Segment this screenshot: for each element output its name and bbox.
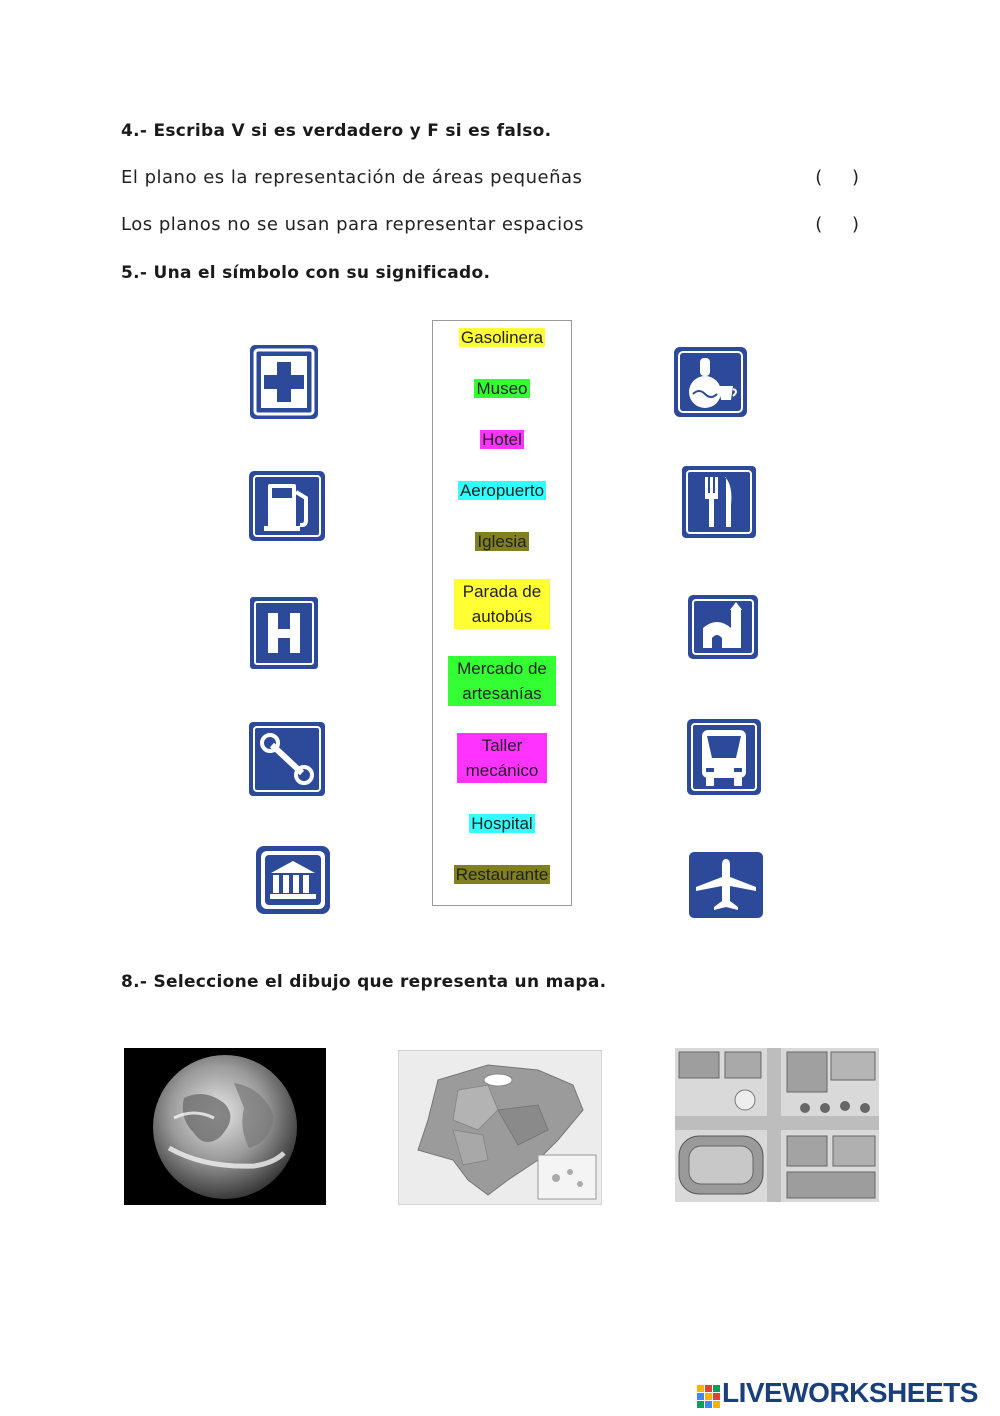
- liveworksheets-logo-icon: [697, 1380, 721, 1416]
- word-hotel[interactable]: [433, 427, 571, 453]
- word-aeropuerto[interactable]: [433, 478, 571, 504]
- word-label: Hotel: [482, 430, 522, 449]
- word-iglesia[interactable]: [433, 529, 571, 555]
- first-aid-cross-icon[interactable]: [249, 344, 319, 420]
- word-label: Restaurante: [455, 865, 549, 884]
- word-label: Parada de autobús: [454, 579, 550, 629]
- ecuador-map-image[interactable]: [398, 1050, 602, 1205]
- church-icon[interactable]: [687, 594, 759, 660]
- q4-statement-1: [121, 167, 881, 188]
- brand-name: LIVEWORKSHEETS: [722, 1377, 978, 1408]
- word-label: Museo: [476, 379, 528, 398]
- word-gasolinera[interactable]: [433, 325, 571, 351]
- airplane-icon[interactable]: [688, 851, 764, 919]
- crafts-pottery-icon[interactable]: [673, 346, 748, 418]
- museum-icon[interactable]: [255, 845, 331, 915]
- town-plan-image[interactable]: [675, 1048, 879, 1202]
- word-label: Mercado de artesanías: [448, 656, 556, 706]
- fork-knife-icon[interactable]: [681, 465, 757, 539]
- word-taller-mecanico[interactable]: [433, 733, 571, 784]
- answer-blank[interactable]: ( ): [815, 214, 871, 235]
- word-mercado-de-artesanias[interactable]: [433, 656, 571, 707]
- word-parada-de-autobus[interactable]: [433, 579, 571, 630]
- word-list-box: [432, 320, 572, 906]
- q8-title: 8.- Seleccione el dibujo que representa un mapa.: [121, 972, 607, 992]
- wrench-icon[interactable]: [248, 721, 326, 797]
- earth-globe-photo[interactable]: [124, 1048, 326, 1205]
- q4-statement-2: [121, 214, 881, 235]
- q5-title: 5.- Una el símbolo con su significado.: [121, 263, 491, 283]
- word-museo[interactable]: [433, 376, 571, 402]
- word-label: Aeropuerto: [459, 481, 545, 500]
- word-label: Hospital: [471, 814, 533, 833]
- word-label: Gasolinera: [460, 328, 544, 347]
- statement-text: El plano es la representación de áreas pequeñas: [121, 167, 583, 188]
- answer-blank[interactable]: ( ): [815, 167, 871, 188]
- word-label: Iglesia: [477, 532, 527, 551]
- word-label: Taller mecánico: [457, 733, 547, 783]
- q4-title: 4.- Escriba V si es verdadero y F si es falso.: [121, 121, 552, 141]
- word-hospital[interactable]: [433, 811, 571, 837]
- word-restaurante[interactable]: [433, 862, 571, 888]
- bus-icon[interactable]: [686, 718, 762, 796]
- hotel-h-icon[interactable]: [249, 596, 319, 670]
- fuel-pump-icon[interactable]: [248, 470, 326, 542]
- statement-text: Los planos no se usan para representar espacios: [121, 214, 585, 235]
